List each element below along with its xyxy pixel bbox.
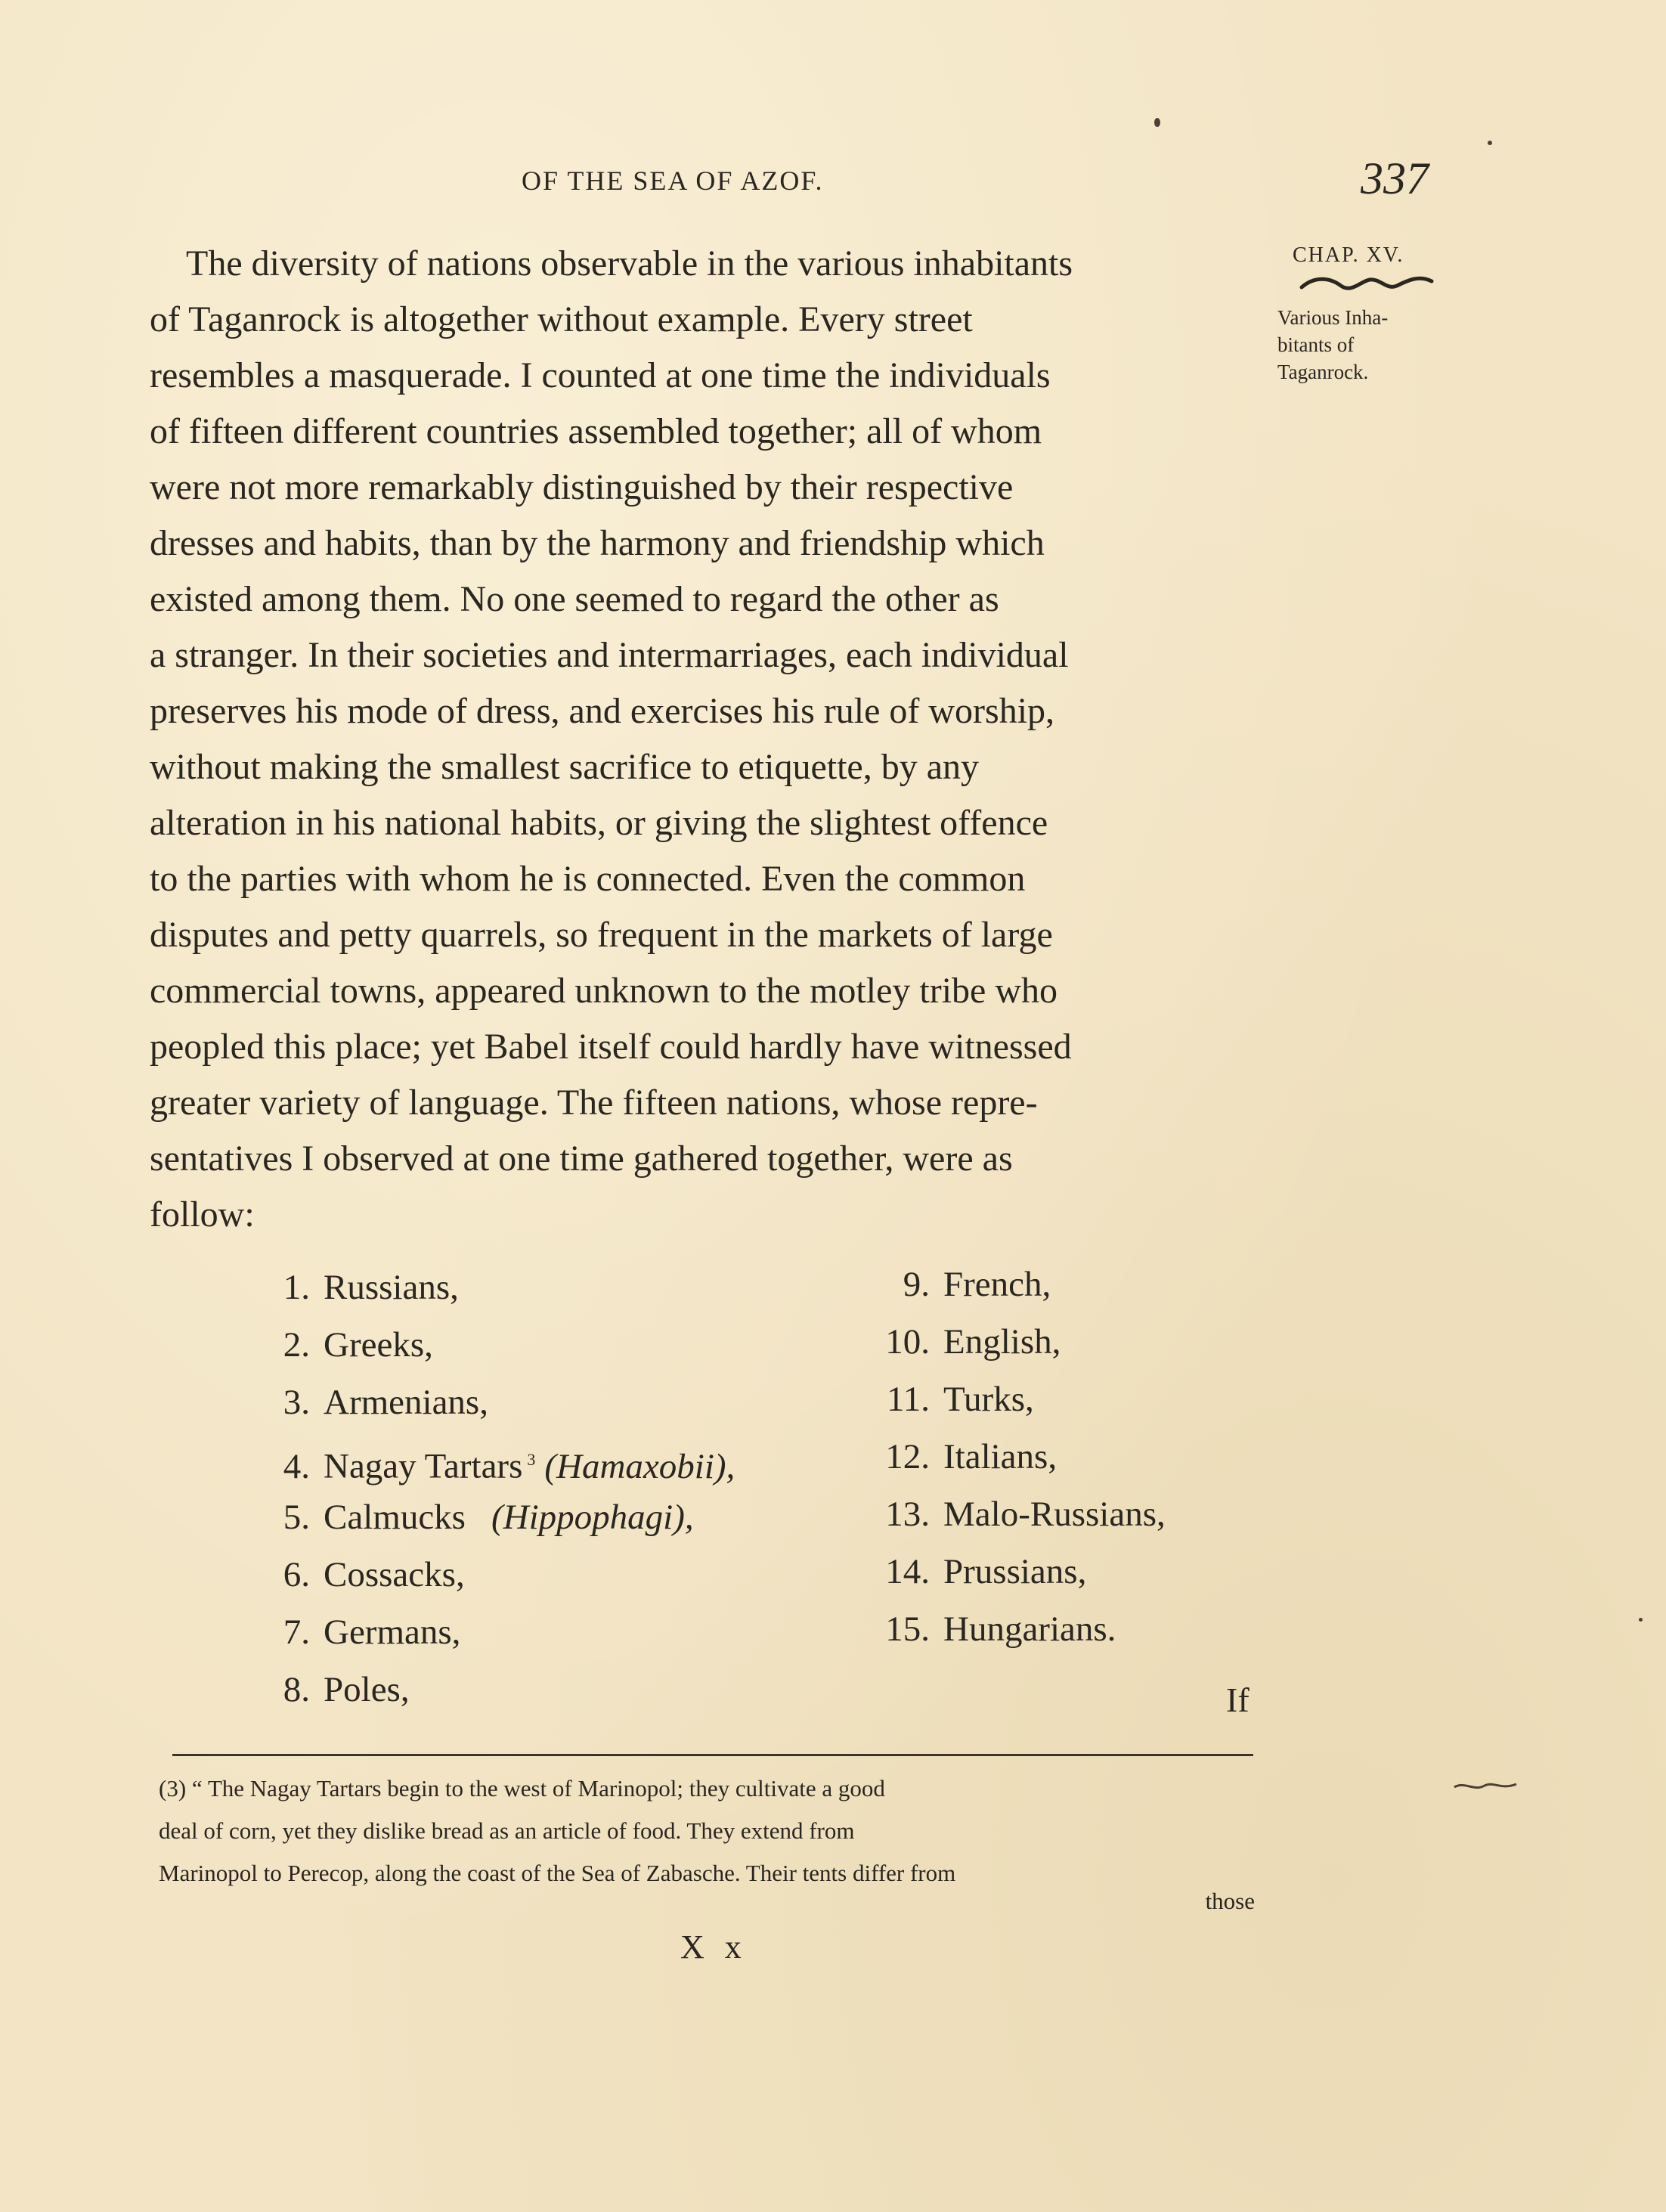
- item-number: 4.: [283, 1446, 310, 1486]
- text-line: greater variety of language. The fifteen nations, whose repre-: [150, 1083, 1038, 1123]
- nation-name: Turks,: [943, 1380, 1034, 1419]
- text-line: dresses and habits, than by the harmony and friendship which: [150, 523, 1045, 563]
- list-item: [877, 1543, 1255, 1600]
- margin-note-line: Various Inha-: [1277, 306, 1389, 329]
- latin-name: (Hamaxobii),: [544, 1446, 735, 1486]
- item-number: 13.: [885, 1495, 930, 1534]
- nation-name: English,: [943, 1322, 1061, 1362]
- text-line: were not more remarkably distinguished by their respective: [150, 467, 1014, 507]
- chapter-label: CHAP. XV.: [1293, 243, 1404, 267]
- footnote-line: deal of corn, yet they dislike bread as an article of food. They extend from: [159, 1817, 855, 1844]
- text-line: peopled this place; yet Babel itself could hardly have witnessed: [150, 1027, 1072, 1067]
- nation-name: Prussians,: [943, 1552, 1087, 1591]
- list-item: [877, 1428, 1255, 1486]
- item-number: 10.: [885, 1322, 930, 1362]
- footnote-divider: [172, 1754, 1253, 1756]
- text-line: without making the smallest sacrifice to etiquette, by any: [150, 747, 980, 787]
- catchword: If: [1226, 1681, 1250, 1719]
- text-line: of fifteen different countries assembled together; all of whom: [150, 411, 1042, 451]
- paper-mark-icon: [1451, 1777, 1519, 1795]
- item-number: 9.: [903, 1265, 930, 1304]
- nation-name: Calmucks: [324, 1498, 466, 1537]
- running-title: OF THE SEA OF AZOF.: [522, 166, 824, 196]
- text-line: resembles a masquerade. I counted at one time the individuals: [150, 355, 1051, 395]
- item-number: 5.: [283, 1498, 310, 1537]
- list-item: [877, 1371, 1255, 1428]
- nation-name: Malo-Russians,: [943, 1495, 1166, 1534]
- nation-name: Nagay Tartars: [324, 1446, 523, 1486]
- footnote-marker: 3: [527, 1450, 536, 1469]
- nation-name: French,: [943, 1265, 1051, 1304]
- nation-name: Greeks,: [324, 1325, 433, 1365]
- list-item: [257, 1431, 831, 1489]
- nation-name: Hungarians.: [943, 1609, 1116, 1649]
- item-number: 6.: [283, 1555, 310, 1594]
- margin-note-line: bitants of: [1277, 333, 1355, 356]
- text-line: The diversity of nations observable in the various inhabitants: [186, 243, 1073, 283]
- item-number: 15.: [885, 1609, 930, 1649]
- text-line: commercial towns, appeared unknown to the motley tribe who: [150, 971, 1058, 1011]
- list-item: [257, 1374, 831, 1431]
- nations-list: [257, 1259, 1262, 1712]
- list-item: [257, 1489, 831, 1546]
- text-line: a stranger. In their societies and intermarriages, each individual: [150, 635, 1069, 675]
- footnote: [159, 1767, 1255, 1913]
- nations-column-left: [257, 1259, 831, 1718]
- main-paragraph: [150, 236, 1246, 1243]
- item-number: 8.: [283, 1670, 310, 1709]
- paper-speck: [1488, 141, 1492, 145]
- latin-name: (Hippophagi),: [491, 1498, 694, 1537]
- list-item: [257, 1259, 831, 1316]
- paper-speck: [1154, 118, 1160, 127]
- item-number: 2.: [283, 1325, 310, 1365]
- margin-note-line: Taganrock.: [1277, 361, 1369, 383]
- list-item: [257, 1661, 831, 1718]
- footnote-line: Marinopol to Perecop, along the coast of the Sea of Zabasche. Their tents differ from: [159, 1860, 956, 1886]
- text-line: sentatives I observed at one time gathered together, were as: [150, 1139, 1013, 1179]
- text-line: follow:: [150, 1194, 255, 1235]
- nation-name: Italians,: [943, 1437, 1058, 1476]
- text-line: alteration in his national habits, or giving the slightest offence: [150, 803, 1048, 843]
- item-number: 7.: [283, 1613, 310, 1652]
- nation-name: Cossacks,: [324, 1555, 465, 1594]
- list-item: [257, 1546, 831, 1603]
- flourish-ornament: [1299, 271, 1435, 296]
- list-item: [257, 1603, 831, 1661]
- list-item: [877, 1600, 1255, 1658]
- nations-column-right: [877, 1256, 1255, 1658]
- page-number: 337: [1361, 153, 1429, 203]
- nation-name: Poles,: [324, 1670, 410, 1709]
- list-item: [877, 1313, 1255, 1371]
- signature-mark: X x: [680, 1929, 748, 1966]
- text-line: to the parties with whom he is connected. Even the common: [150, 859, 1026, 899]
- item-number: 11.: [886, 1380, 930, 1419]
- item-number: 12.: [885, 1437, 930, 1476]
- text-line: of Taganrock is altogether without example. Every street: [150, 299, 973, 339]
- text-line: existed among them. No one seemed to regard the other as: [150, 579, 999, 619]
- list-item: [257, 1316, 831, 1374]
- nation-name: Russians,: [324, 1268, 459, 1307]
- list-item: [877, 1256, 1255, 1313]
- footnote-catchword: those: [1205, 1888, 1255, 1914]
- nation-name: Germans,: [324, 1613, 461, 1652]
- paper-speck: [1639, 1618, 1643, 1622]
- footnote-line: (3) “ The Nagay Tartars begin to the west of Marinopol; they cultivate a good: [159, 1775, 885, 1802]
- text-line: disputes and petty quarrels, so frequent in the markets of large: [150, 915, 1053, 955]
- list-item: [877, 1486, 1255, 1543]
- item-number: 14.: [885, 1552, 930, 1591]
- nation-name: Armenians,: [324, 1383, 488, 1422]
- text-line: preserves his mode of dress, and exercises his rule of worship,: [150, 691, 1055, 731]
- item-number: 3.: [283, 1383, 310, 1422]
- item-number: 1.: [283, 1268, 310, 1307]
- margin-note: [1277, 243, 1444, 386]
